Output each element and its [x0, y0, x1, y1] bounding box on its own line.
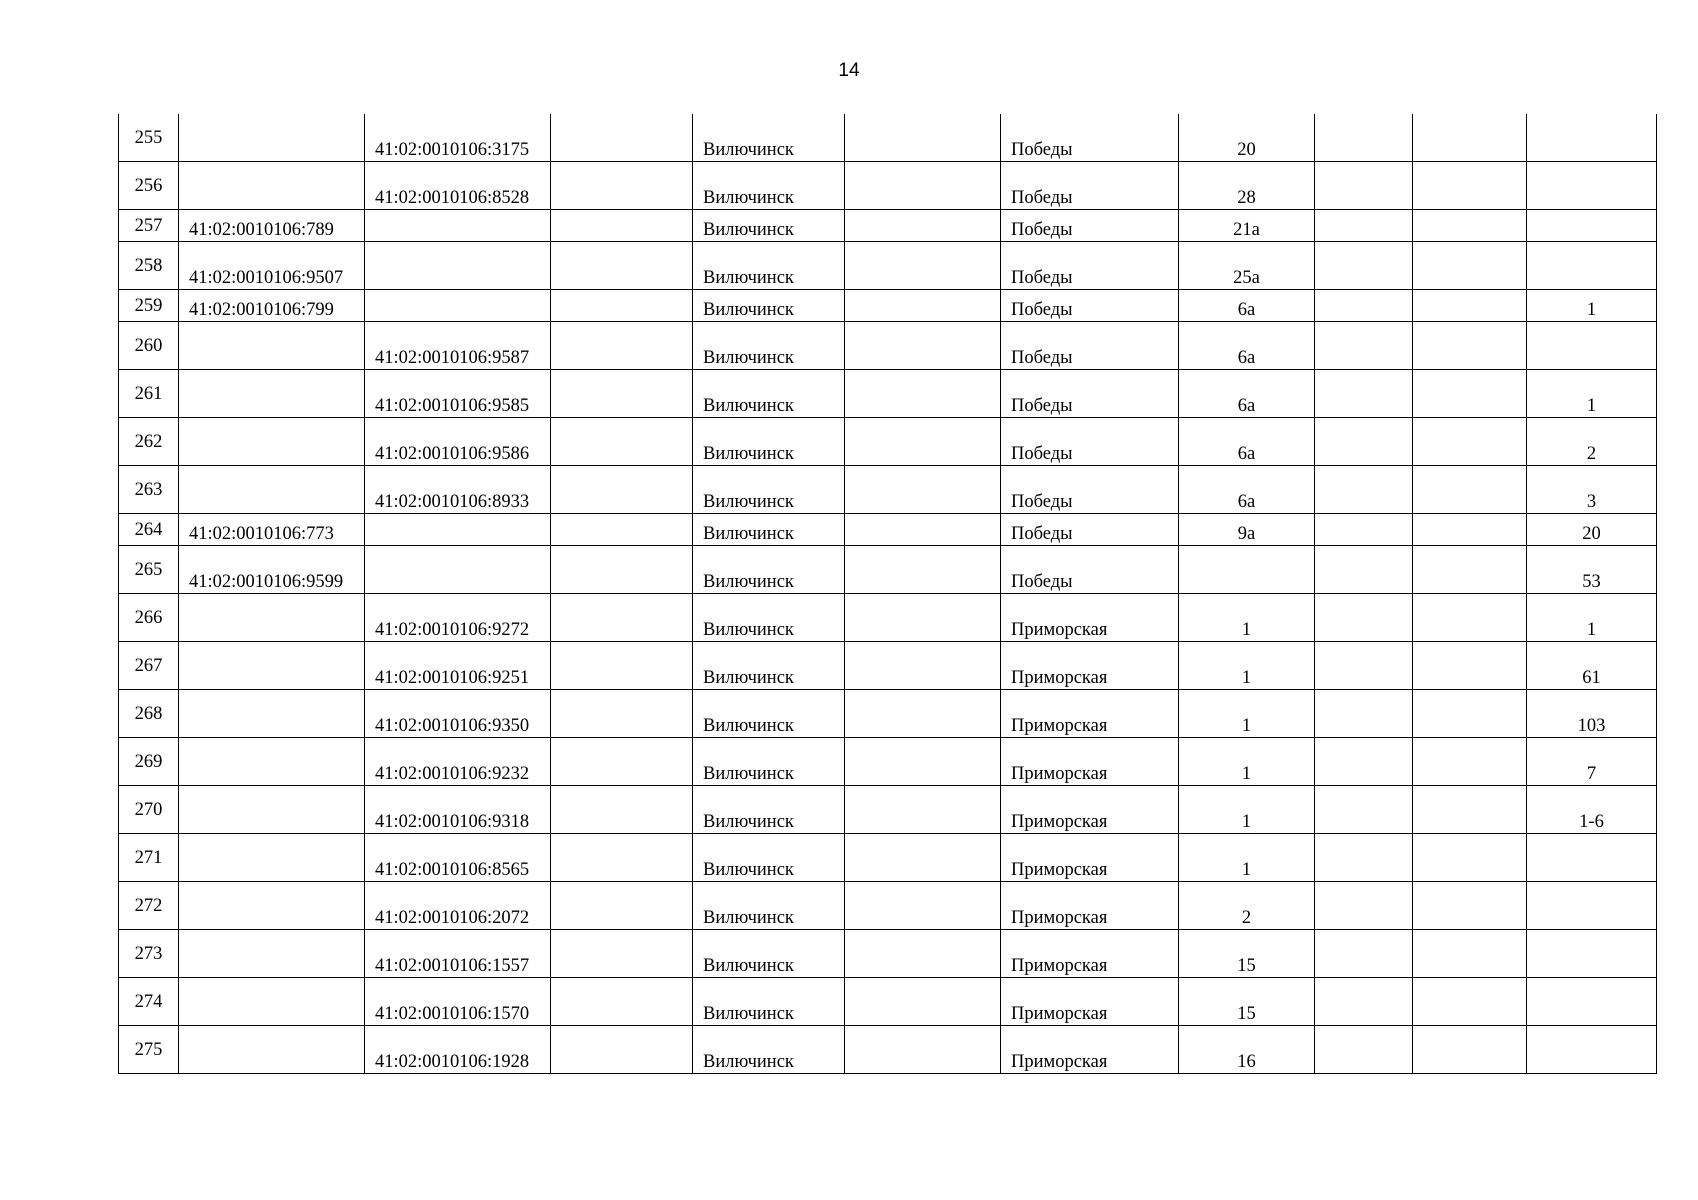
row-number: 264 — [119, 514, 179, 546]
cadastral-number-land — [179, 642, 365, 690]
empty-cell — [1413, 1026, 1527, 1074]
apartment-number-cell — [1527, 930, 1657, 978]
street-cell: Приморская — [1001, 642, 1179, 690]
apartment-number-cell — [1527, 242, 1657, 290]
empty-cell — [1413, 642, 1527, 690]
empty-cell — [1413, 882, 1527, 930]
empty-cell — [1315, 882, 1413, 930]
cadastral-number-object: 41:02:0010106:2072 — [365, 882, 551, 930]
row-number: 258 — [119, 242, 179, 290]
empty-cell — [845, 978, 1001, 1026]
empty-cell — [845, 690, 1001, 738]
empty-cell — [1315, 290, 1413, 322]
page-number: 14 — [838, 60, 860, 81]
row-number: 266 — [119, 594, 179, 642]
apartment-number-cell — [1527, 322, 1657, 370]
empty-cell — [1413, 690, 1527, 738]
street-cell: Приморская — [1001, 978, 1179, 1026]
empty-cell — [551, 546, 693, 594]
empty-cell — [845, 114, 1001, 162]
cadastral-number-land — [179, 1026, 365, 1074]
row-number: 269 — [119, 738, 179, 786]
row-number: 267 — [119, 642, 179, 690]
empty-cell — [1315, 322, 1413, 370]
house-number-cell: 1 — [1179, 786, 1315, 834]
apartment-number-cell: 53 — [1527, 546, 1657, 594]
street-cell: Победы — [1001, 114, 1179, 162]
table-row — [119, 690, 1657, 738]
city-cell: Вилючинск — [693, 514, 845, 546]
house-number-cell: 6а — [1179, 322, 1315, 370]
empty-cell — [1413, 290, 1527, 322]
table-row — [119, 322, 1657, 370]
empty-cell — [845, 322, 1001, 370]
empty-cell — [1315, 738, 1413, 786]
street-cell: Приморская — [1001, 738, 1179, 786]
empty-cell — [551, 514, 693, 546]
cadastral-number-land: 41:02:0010106:9599 — [179, 546, 365, 594]
street-cell: Приморская — [1001, 594, 1179, 642]
empty-cell — [1413, 514, 1527, 546]
cadastral-number-object: 41:02:0010106:9585 — [365, 370, 551, 418]
street-cell: Победы — [1001, 290, 1179, 322]
house-number-cell: 20 — [1179, 114, 1315, 162]
registry-table — [118, 114, 1657, 1074]
empty-cell — [845, 418, 1001, 466]
city-cell: Вилючинск — [693, 930, 845, 978]
empty-cell — [1315, 514, 1413, 546]
empty-cell — [1413, 466, 1527, 514]
apartment-number-cell — [1527, 834, 1657, 882]
city-cell: Вилючинск — [693, 114, 845, 162]
cadastral-number-land — [179, 322, 365, 370]
empty-cell — [1413, 114, 1527, 162]
cadastral-number-land — [179, 162, 365, 210]
empty-cell — [1413, 594, 1527, 642]
apartment-number-cell: 7 — [1527, 738, 1657, 786]
row-number: 272 — [119, 882, 179, 930]
empty-cell — [551, 466, 693, 514]
row-number: 261 — [119, 370, 179, 418]
row-number: 263 — [119, 466, 179, 514]
street-cell: Победы — [1001, 546, 1179, 594]
cadastral-number-object: 41:02:0010106:9232 — [365, 738, 551, 786]
city-cell: Вилючинск — [693, 242, 845, 290]
table-row — [119, 242, 1657, 290]
cadastral-number-object: 41:02:0010106:3175 — [365, 114, 551, 162]
apartment-number-cell: 103 — [1527, 690, 1657, 738]
empty-cell — [1413, 242, 1527, 290]
cadastral-number-object: 41:02:0010106:1570 — [365, 978, 551, 1026]
empty-cell — [845, 162, 1001, 210]
city-cell: Вилючинск — [693, 882, 845, 930]
street-cell: Победы — [1001, 370, 1179, 418]
cadastral-number-land — [179, 930, 365, 978]
empty-cell — [1413, 546, 1527, 594]
cadastral-number-land — [179, 114, 365, 162]
apartment-number-cell: 1 — [1527, 594, 1657, 642]
empty-cell — [845, 242, 1001, 290]
empty-cell — [1315, 978, 1413, 1026]
empty-cell — [1315, 690, 1413, 738]
street-cell: Приморская — [1001, 882, 1179, 930]
empty-cell — [551, 114, 693, 162]
cadastral-number-object: 41:02:0010106:9350 — [365, 690, 551, 738]
cadastral-number-land — [179, 370, 365, 418]
table-row — [119, 642, 1657, 690]
apartment-number-cell: 3 — [1527, 466, 1657, 514]
street-cell: Победы — [1001, 418, 1179, 466]
empty-cell — [1315, 242, 1413, 290]
city-cell: Вилючинск — [693, 642, 845, 690]
table-row — [119, 594, 1657, 642]
empty-cell — [845, 738, 1001, 786]
city-cell: Вилючинск — [693, 210, 845, 242]
row-number: 259 — [119, 290, 179, 322]
cadastral-number-land — [179, 834, 365, 882]
street-cell: Приморская — [1001, 834, 1179, 882]
empty-cell — [845, 594, 1001, 642]
empty-cell — [845, 290, 1001, 322]
cadastral-number-object: 41:02:0010106:9272 — [365, 594, 551, 642]
empty-cell — [845, 466, 1001, 514]
city-cell: Вилючинск — [693, 290, 845, 322]
street-cell: Победы — [1001, 466, 1179, 514]
cadastral-number-object: 41:02:0010106:9587 — [365, 322, 551, 370]
empty-cell — [1315, 466, 1413, 514]
street-cell: Победы — [1001, 322, 1179, 370]
table-row — [119, 114, 1657, 162]
empty-cell — [1413, 930, 1527, 978]
row-number: 255 — [119, 114, 179, 162]
row-number: 274 — [119, 978, 179, 1026]
table-row — [119, 882, 1657, 930]
street-cell: Приморская — [1001, 786, 1179, 834]
cadastral-number-land — [179, 978, 365, 1026]
house-number-cell: 6а — [1179, 418, 1315, 466]
empty-cell — [1413, 738, 1527, 786]
row-number: 256 — [119, 162, 179, 210]
cadastral-number-land — [179, 466, 365, 514]
cadastral-number-object — [365, 546, 551, 594]
cadastral-number-land — [179, 418, 365, 466]
house-number-cell: 25а — [1179, 242, 1315, 290]
row-number: 268 — [119, 690, 179, 738]
apartment-number-cell: 1-6 — [1527, 786, 1657, 834]
row-number: 270 — [119, 786, 179, 834]
empty-cell — [1315, 370, 1413, 418]
cadastral-number-object: 41:02:0010106:8565 — [365, 834, 551, 882]
apartment-number-cell: 1 — [1527, 370, 1657, 418]
cadastral-number-object: 41:02:0010106:9251 — [365, 642, 551, 690]
empty-cell — [1315, 210, 1413, 242]
empty-cell — [1413, 834, 1527, 882]
empty-cell — [1315, 546, 1413, 594]
empty-cell — [845, 1026, 1001, 1074]
apartment-number-cell — [1527, 114, 1657, 162]
row-number: 271 — [119, 834, 179, 882]
house-number-cell: 1 — [1179, 690, 1315, 738]
table-row — [119, 210, 1657, 242]
cadastral-number-object — [365, 290, 551, 322]
cadastral-number-land: 41:02:0010106:799 — [179, 290, 365, 322]
street-cell: Приморская — [1001, 690, 1179, 738]
empty-cell — [1413, 418, 1527, 466]
house-number-cell: 6а — [1179, 290, 1315, 322]
street-cell: Победы — [1001, 242, 1179, 290]
empty-cell — [551, 290, 693, 322]
city-cell: Вилючинск — [693, 786, 845, 834]
house-number-cell: 1 — [1179, 834, 1315, 882]
empty-cell — [1413, 210, 1527, 242]
city-cell: Вилючинск — [693, 370, 845, 418]
table-row — [119, 834, 1657, 882]
empty-cell — [1413, 370, 1527, 418]
table-row — [119, 466, 1657, 514]
cadastral-number-object: 41:02:0010106:1928 — [365, 1026, 551, 1074]
city-cell: Вилючинск — [693, 594, 845, 642]
cadastral-number-object — [365, 210, 551, 242]
cadastral-number-land — [179, 690, 365, 738]
empty-cell — [845, 546, 1001, 594]
row-number: 265 — [119, 546, 179, 594]
apartment-number-cell — [1527, 978, 1657, 1026]
empty-cell — [551, 690, 693, 738]
table-row — [119, 738, 1657, 786]
cadastral-number-land: 41:02:0010106:773 — [179, 514, 365, 546]
apartment-number-cell — [1527, 210, 1657, 242]
empty-cell — [551, 594, 693, 642]
empty-cell — [551, 322, 693, 370]
empty-cell — [551, 834, 693, 882]
empty-cell — [551, 1026, 693, 1074]
table-row — [119, 930, 1657, 978]
apartment-number-cell — [1527, 1026, 1657, 1074]
city-cell: Вилючинск — [693, 834, 845, 882]
street-cell: Победы — [1001, 514, 1179, 546]
city-cell: Вилючинск — [693, 546, 845, 594]
empty-cell — [551, 642, 693, 690]
house-number-cell: 21а — [1179, 210, 1315, 242]
empty-cell — [551, 162, 693, 210]
apartment-number-cell: 20 — [1527, 514, 1657, 546]
street-cell: Победы — [1001, 210, 1179, 242]
empty-cell — [845, 882, 1001, 930]
empty-cell — [845, 834, 1001, 882]
empty-cell — [551, 210, 693, 242]
table-row — [119, 162, 1657, 210]
city-cell: Вилючинск — [693, 322, 845, 370]
empty-cell — [1315, 642, 1413, 690]
table-row — [119, 786, 1657, 834]
empty-cell — [1413, 978, 1527, 1026]
cadastral-number-land — [179, 786, 365, 834]
house-number-cell: 28 — [1179, 162, 1315, 210]
cadastral-number-land — [179, 882, 365, 930]
city-cell: Вилючинск — [693, 1026, 845, 1074]
empty-cell — [845, 514, 1001, 546]
apartment-number-cell: 1 — [1527, 290, 1657, 322]
city-cell: Вилючинск — [693, 162, 845, 210]
empty-cell — [1315, 786, 1413, 834]
empty-cell — [845, 210, 1001, 242]
street-cell: Приморская — [1001, 930, 1179, 978]
house-number-cell: 1 — [1179, 738, 1315, 786]
street-cell: Победы — [1001, 162, 1179, 210]
empty-cell — [845, 930, 1001, 978]
empty-cell — [1413, 162, 1527, 210]
house-number-cell — [1179, 546, 1315, 594]
empty-cell — [845, 642, 1001, 690]
row-number: 273 — [119, 930, 179, 978]
row-number: 262 — [119, 418, 179, 466]
cadastral-number-object — [365, 514, 551, 546]
cadastral-number-land — [179, 594, 365, 642]
table-row — [119, 290, 1657, 322]
cadastral-number-object: 41:02:0010106:8528 — [365, 162, 551, 210]
empty-cell — [551, 738, 693, 786]
house-number-cell: 6а — [1179, 466, 1315, 514]
house-number-cell: 1 — [1179, 642, 1315, 690]
house-number-cell: 15 — [1179, 930, 1315, 978]
row-number: 260 — [119, 322, 179, 370]
empty-cell — [1315, 1026, 1413, 1074]
empty-cell — [1315, 418, 1413, 466]
empty-cell — [551, 930, 693, 978]
city-cell: Вилючинск — [693, 690, 845, 738]
empty-cell — [551, 978, 693, 1026]
empty-cell — [551, 242, 693, 290]
table-row — [119, 514, 1657, 546]
table-row — [119, 370, 1657, 418]
empty-cell — [551, 370, 693, 418]
empty-cell — [551, 882, 693, 930]
cadastral-number-land — [179, 738, 365, 786]
cadastral-number-land: 41:02:0010106:9507 — [179, 242, 365, 290]
apartment-number-cell — [1527, 882, 1657, 930]
house-number-cell: 6а — [1179, 370, 1315, 418]
house-number-cell: 1 — [1179, 594, 1315, 642]
row-number: 257 — [119, 210, 179, 242]
cadastral-number-object: 41:02:0010106:9318 — [365, 786, 551, 834]
cadastral-number-land: 41:02:0010106:789 — [179, 210, 365, 242]
empty-cell — [1413, 786, 1527, 834]
cadastral-number-object — [365, 242, 551, 290]
empty-cell — [551, 786, 693, 834]
cadastral-number-object: 41:02:0010106:1557 — [365, 930, 551, 978]
empty-cell — [1315, 594, 1413, 642]
registry-table-body — [119, 114, 1657, 1074]
empty-cell — [1315, 114, 1413, 162]
empty-cell — [845, 370, 1001, 418]
table-row — [119, 546, 1657, 594]
house-number-cell: 9а — [1179, 514, 1315, 546]
apartment-number-cell — [1527, 162, 1657, 210]
house-number-cell: 15 — [1179, 978, 1315, 1026]
street-cell: Приморская — [1001, 1026, 1179, 1074]
empty-cell — [1315, 834, 1413, 882]
city-cell: Вилючинск — [693, 978, 845, 1026]
empty-cell — [1315, 930, 1413, 978]
house-number-cell: 16 — [1179, 1026, 1315, 1074]
city-cell: Вилючинск — [693, 418, 845, 466]
empty-cell — [845, 786, 1001, 834]
table-row — [119, 1026, 1657, 1074]
empty-cell — [551, 418, 693, 466]
table-row — [119, 418, 1657, 466]
empty-cell — [1413, 322, 1527, 370]
cadastral-number-object: 41:02:0010106:8933 — [365, 466, 551, 514]
cadastral-number-object: 41:02:0010106:9586 — [365, 418, 551, 466]
apartment-number-cell: 2 — [1527, 418, 1657, 466]
apartment-number-cell: 61 — [1527, 642, 1657, 690]
city-cell: Вилючинск — [693, 466, 845, 514]
city-cell: Вилючинск — [693, 738, 845, 786]
empty-cell — [1315, 162, 1413, 210]
row-number: 275 — [119, 1026, 179, 1074]
table-row — [119, 978, 1657, 1026]
house-number-cell: 2 — [1179, 882, 1315, 930]
